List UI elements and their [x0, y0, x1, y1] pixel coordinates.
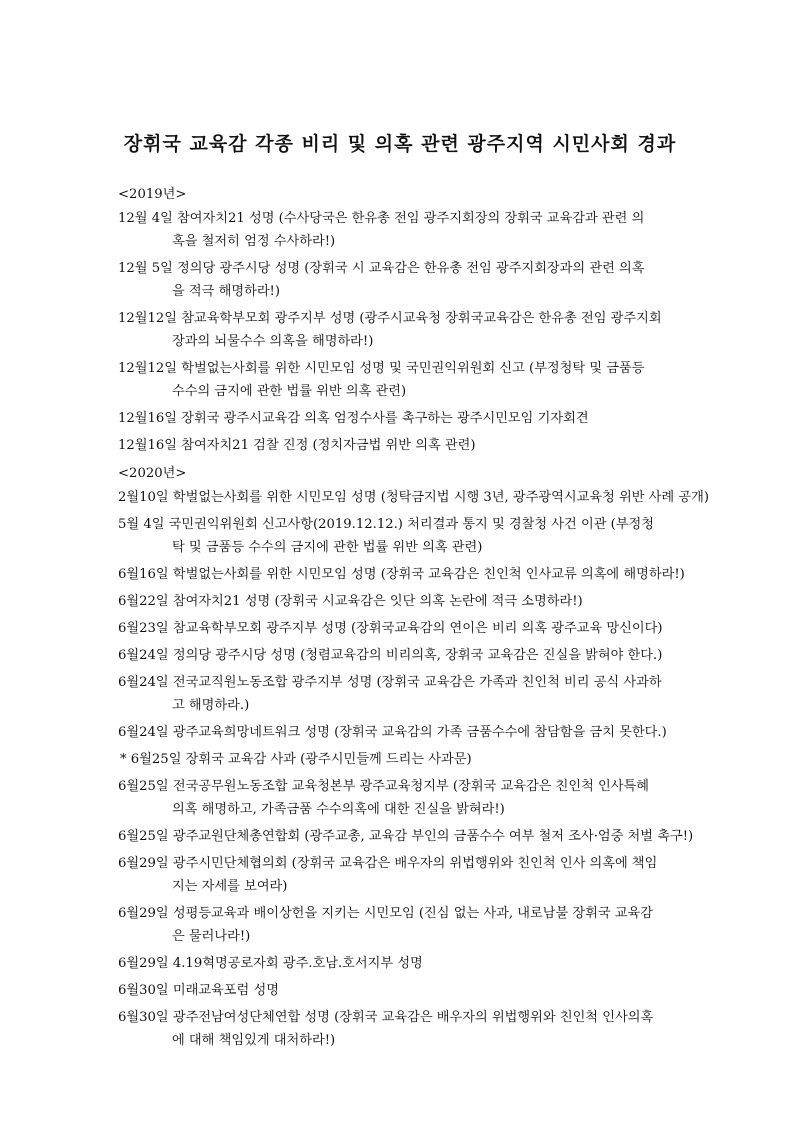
timeline-entry	[118, 590, 690, 617]
timeline-entry	[118, 207, 690, 257]
timeline-entry	[118, 748, 690, 775]
entry-continuation-line: 에 대해 책임있게 대처하라!)	[172, 1033, 336, 1048]
entry-line: 12월12일 학벌없는사회를 위한 시민모임 성명 및 국민권익위원회 신고 (부정청탁 및 금품등	[118, 361, 645, 376]
timeline-entry	[118, 721, 690, 748]
entry-line: * 6월25일 장휘국 교육감 사과 (광주시민들께 드리는 사과문)	[120, 752, 472, 767]
timeline-entry	[118, 257, 690, 307]
entry-line: 6월24일 정의당 광주시당 성명 (청렴교육감의 비리의혹, 장휘국 교육감은 진실을 밝혀야 한다.)	[118, 648, 663, 663]
timeline-entry	[118, 563, 690, 590]
timeline-entry	[118, 644, 690, 671]
timeline-entry	[118, 902, 690, 952]
entry-continuation-line: 은 물러나라!)	[172, 929, 251, 944]
timeline-entry	[118, 357, 690, 407]
timeline-entry	[118, 979, 690, 1006]
timeline-entry	[118, 1006, 690, 1056]
entry-line: 6월29일 광주시민단체협의회 (장휘국 교육감은 배우자의 위법행위와 친인척 인사 의혹에 책임	[118, 856, 658, 871]
timeline-entry	[118, 952, 690, 979]
entry-line: 12월 4일 참여자치21 성명 (수사당국은 한유총 전임 광주지회장의 장휘국 교육감과 관련 의	[118, 211, 645, 226]
page-title: 장휘국 교육감 각종 비리 및 의혹 관련 광주지역 시민사회 경과	[123, 133, 677, 155]
year-heading: <2020년>	[118, 466, 187, 481]
entry-continuation-line: 을 적극 해명하라!)	[172, 284, 281, 299]
timeline-entry	[118, 775, 690, 825]
entry-line: 6월24일 광주교육희망네트워크 성명 (장휘국 교육감의 가족 금품수수에 참담함을 금치 못한다.)	[118, 725, 667, 740]
entry-line: 6월25일 전국공무원노동조합 교육청본부 광주교육청지부 (장휘국 교육감은 친인척 인사특혜	[118, 779, 650, 794]
timeline-entry	[118, 852, 690, 902]
entry-continuation-line: 혹을 철저히 엄정 수사하라!)	[172, 234, 336, 249]
entry-continuation-line: 수수의 금지에 관한 법률 위반 의혹 관련)	[172, 384, 407, 399]
entry-line: 6월25일 광주교원단체총연합회 (광주교총, 교육감 부인의 금품수수 여부 철저 조사·엄중 처벌 촉구!)	[118, 829, 694, 844]
timeline-entry	[118, 825, 694, 852]
year-heading: <2019년>	[118, 187, 187, 202]
entry-line: 6월29일 성평등교육과 배이상헌을 지키는 시민모임 (진심 없는 사과, 내로남불 장휘국 교육감	[118, 906, 654, 921]
entry-continuation-line: 의혹 해명하고, 가족금품 수수의혹에 대한 진실을 밝혀라!)	[172, 802, 505, 817]
timeline-entry	[118, 307, 690, 357]
entry-line: 6월24일 전국교직원노동조합 광주지부 성명 (장휘국 교육감은 가족과 친인척 비리 공식 사과하	[118, 675, 662, 690]
entry-line: 12월12일 참교육학부모회 광주지부 성명 (광주시교육청 장휘국교육감은 한유총 전임 광주지회	[118, 311, 662, 326]
entry-line: 6월29일 4.19혁명공로자회 광주.호남.호서지부 성명	[118, 956, 423, 971]
timeline-entry	[118, 513, 690, 563]
entry-line: 12월16일 장휘국 광주시교육감 의혹 엄정수사를 촉구하는 광주시민모임 기자회견	[118, 411, 589, 426]
entry-line: 6월22일 참여자치21 성명 (장휘국 시교육감은 잇단 의혹 논란에 적극 소명하라!)	[118, 594, 583, 609]
timeline-entry	[118, 671, 690, 721]
entry-line: 12월16일 참여자치21 검찰 진정 (정치자금법 위반 의혹 관련)	[118, 438, 476, 453]
entry-line: 6월16일 학벌없는사회를 위한 시민모임 성명 (장휘국 교육감은 친인척 인사교류 의혹에 해명하라!)	[118, 567, 685, 582]
document-body	[118, 182, 709, 1056]
entry-line: 6월30일 광주전남여성단체연합 성명 (장휘국 교육감은 배우자의 위법행위와 친인척 인사의혹	[118, 1010, 654, 1025]
entry-line: 6월23일 참교육학부모회 광주지부 성명 (장휘국교육감의 연이은 비리 의혹 광주교육 망신이다)	[118, 621, 663, 636]
entry-continuation-line: 고 해명하라.)	[172, 698, 250, 713]
entry-line: 12월 5일 정의당 광주시당 성명 (장휘국 시 교육감은 한유총 전임 광주지회장과의 관련 의혹	[118, 261, 645, 276]
entry-continuation-line: 장과의 뇌물수수 의혹을 해명하라!)	[172, 334, 374, 349]
timeline-entry	[118, 407, 690, 434]
entry-continuation-line: 탁 및 금품등 수수의 금지에 관한 법률 위반 의혹 관련)	[172, 540, 483, 555]
timeline-entry	[118, 486, 709, 513]
entry-line: 5월 4일 국민권익위원회 신고사항(2019.12.12.) 처리결과 통지 및 경찰청 사건 이관 (부정청	[118, 517, 655, 532]
entry-continuation-line: 지는 자세를 보여라)	[172, 879, 288, 894]
entry-line: 2월10일 학벌없는사회를 위한 시민모임 성명 (청탁금지법 시행 3년, 광주광역시교육청 위반 사례 공개)	[118, 490, 709, 505]
timeline-entry	[118, 434, 690, 461]
entry-line: 6월30일 미래교육포럼 성명	[118, 983, 279, 998]
timeline-entry	[118, 617, 690, 644]
